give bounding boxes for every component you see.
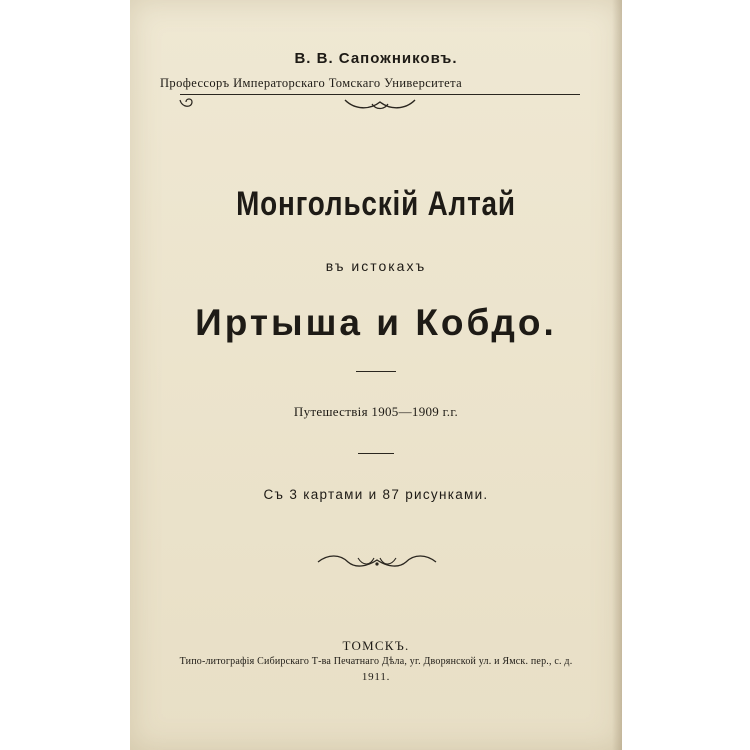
title-page <box>130 0 622 750</box>
book-title-line2: Иртыша и Кобдо. <box>195 302 557 343</box>
author-affiliation: Профессоръ Императорскаго Томскаго Университета <box>160 76 463 90</box>
center-flourish-ornament <box>318 552 436 572</box>
illustrations-note: Съ 3 картами и 87 рисунками. <box>263 487 489 502</box>
separator-rule-2 <box>358 453 394 454</box>
separator-rule-1 <box>356 371 396 372</box>
imprint-year: 1911. <box>361 671 391 683</box>
book-title-line1: Монгольскiй Алтай <box>236 185 516 223</box>
header-rule <box>180 94 580 95</box>
travel-years: Путешествiя 1905—1909 г.г. <box>293 404 459 419</box>
imprint-city: ТОМСКЪ. <box>342 638 410 653</box>
author-name: В. В. Сапожниковъ. <box>294 50 458 67</box>
header-flourish-ornament <box>180 96 580 116</box>
imprint-printer: Типо-литографiя Сибирскаго Т-ва Печатнаго Дѣла, уг. Дворянской ул. и Ямск. пер., с. д. <box>179 656 573 667</box>
book-title-connector: въ истокахъ <box>325 258 427 274</box>
